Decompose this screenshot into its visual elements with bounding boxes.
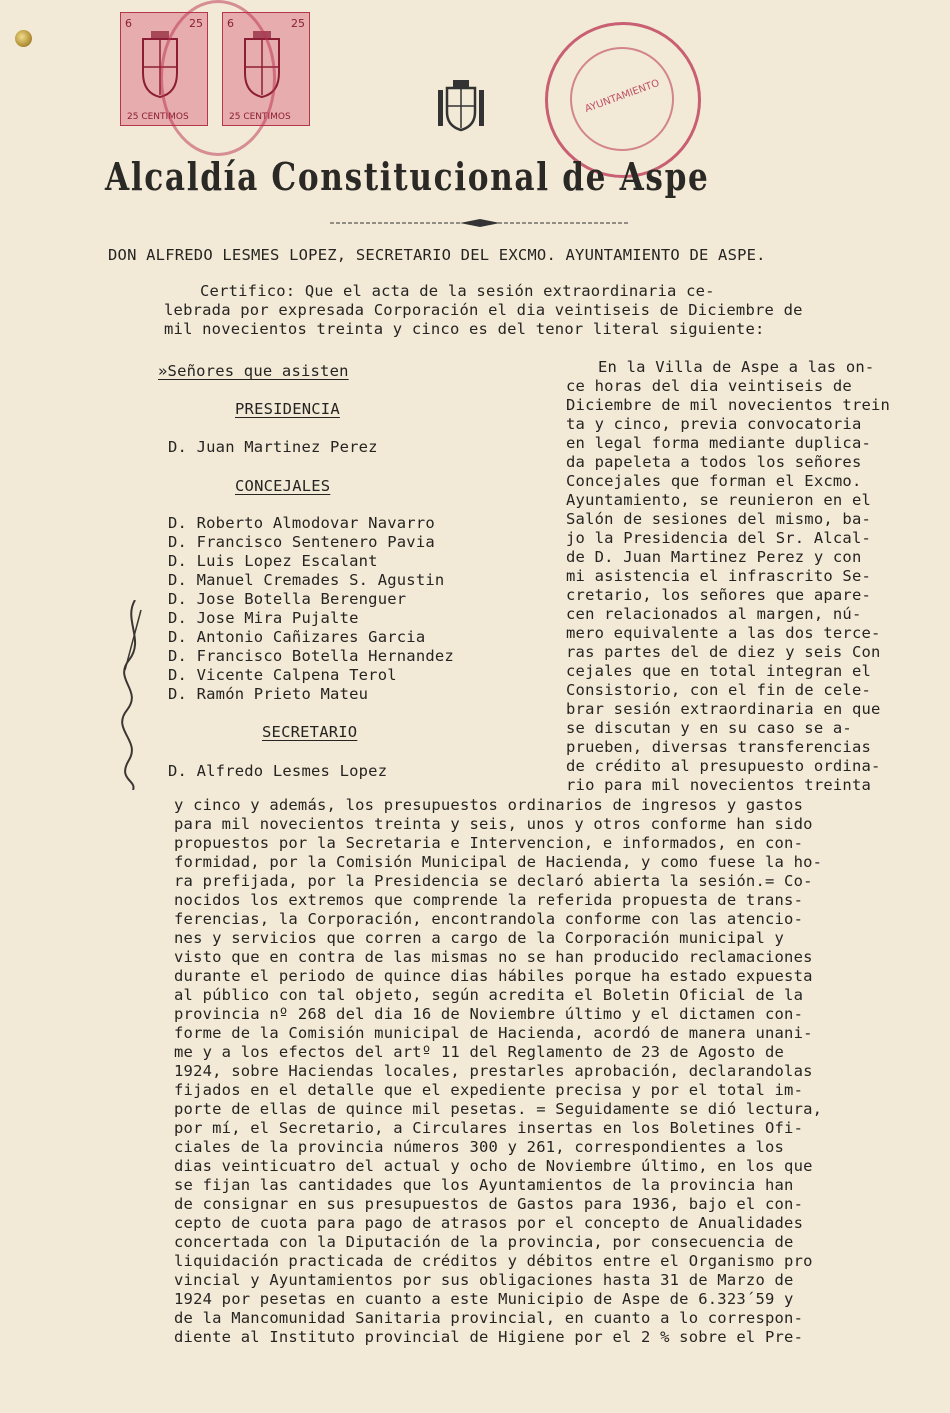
intro-line: lebrada por expresada Corporación el dia veintiseis de Diciembre de: [164, 301, 803, 319]
minutes-line: cretario, los señores que apare-: [566, 586, 872, 604]
minutes-line: de crédito al presupuesto ordina-: [566, 757, 881, 775]
body-line: y cinco y además, los presupuestos ordinarios de ingresos y gastos: [174, 796, 804, 814]
body-line: nocidos los extremos que comprende la referida propuesta de trans-: [174, 891, 804, 909]
body-line: visto que en contra de las mismas no se han producido reclamaciones: [174, 948, 813, 966]
intro-line: Certifico: Que el acta de la sesión extraordinaria ce-: [200, 282, 715, 300]
body-line: forme de la Comisión municipal de Hacienda, acordó de manera unani-: [174, 1024, 813, 1042]
body-line: me y a los efectos del artº 11 del Reglamento de 23 de Agosto de: [174, 1043, 785, 1061]
concejal-name: D. Antonio Cañizares Garcia: [168, 628, 426, 646]
body-line: propuestos por la Secretaria e Intervencion, e informados, en con-: [174, 834, 804, 852]
concejal-name: D. Jose Mira Pujalte: [168, 609, 359, 627]
crest-icon: [435, 78, 487, 132]
body-line: porte de ellas de quince mil pesetas. = Seguidamente se dió lectura,: [174, 1100, 823, 1118]
body-line: ra prefijada, por la Presidencia se declaró abierta la sesión.= Co-: [174, 872, 813, 890]
body-line: concertada con la Diputación de la provincia, por consecuencia de: [174, 1233, 794, 1251]
body-line: durante el periodo de quince dias hábiles porque ha estado expuesta: [174, 967, 813, 985]
minutes-line: mero equivalente a las dos terce-: [566, 624, 881, 642]
minutes-line: brar sesión extraordinaria en que: [566, 700, 881, 718]
concejales-heading: CONCEJALES: [235, 477, 331, 495]
body-line: cepto de cuota para pago de atrasos por el concepto de Anualidades: [174, 1214, 804, 1232]
minutes-line: cejales que en total integran el: [566, 662, 872, 680]
minutes-line: Ayuntamiento, se reunieron en el: [566, 491, 872, 509]
minutes-line: Salón de sesiones del mismo, ba-: [566, 510, 872, 528]
stamp-value-left: 6: [125, 17, 132, 30]
secretario-name: D. Alfredo Lesmes Lopez: [168, 762, 388, 780]
body-line: dias veinticuatro del actual y ocho de Noviembre último, en los que: [174, 1157, 813, 1175]
secretario-heading: SECRETARIO: [262, 723, 358, 741]
brass-pin: [15, 30, 32, 47]
concejal-name: D. Roberto Almodovar Navarro: [168, 514, 435, 532]
concejal-name: D. Manuel Cremades S. Agustin: [168, 571, 445, 589]
cancellation-seal: [160, 0, 276, 156]
minutes-line: de D. Juan Martinez Perez y con: [566, 548, 862, 566]
body-line: 1924, sobre Haciendas locales, prestarles aprobación, declarandolas: [174, 1062, 813, 1080]
body-line: por mí, el Secretario, a Circulares insertas en los Boletines Ofi-: [174, 1119, 804, 1137]
minutes-line: en legal forma mediante duplica-: [566, 434, 872, 452]
body-line: se fijan las cantidades que los Ayuntamientos de la provincia han: [174, 1176, 794, 1194]
concejal-name: D. Francisco Sentenero Pavia: [168, 533, 435, 551]
minutes-line: Consistorio, con el fin de cele-: [566, 681, 872, 699]
body-line: fijados en el detalle que el expediente precisa y por el total im-: [174, 1081, 804, 1099]
presidente-name: D. Juan Martinez Perez: [168, 438, 378, 456]
attendees-heading: »Señores que asisten: [158, 362, 349, 380]
header-line: DON ALFREDO LESMES LOPEZ, SECRETARIO DEL EXCMO. AYUNTAMIENTO DE ASPE.: [108, 246, 766, 264]
body-line: vincial y Ayuntamientos por sus obligaciones hasta 31 de Marzo de: [174, 1271, 794, 1289]
stamp-label: 25 CENTIMOS: [229, 112, 291, 122]
body-line: diente al Instituto provincial de Higiene por el 2 % sobre el Pre-: [174, 1328, 804, 1346]
presidencia-heading: PRESIDENCIA: [235, 400, 340, 418]
body-line: liquidación practicada de créditos y débitos entre el Organismo pro: [174, 1252, 813, 1270]
body-line: nes y servicios que corren a cargo de la Corporación municipal y: [174, 929, 785, 947]
body-line: provincia nº 268 del dia 16 de Noviembre último y el dictamen con-: [174, 1005, 804, 1023]
minutes-line: Diciembre de mil novecientos trein: [566, 396, 891, 414]
minutes-line: prueben, diversas transferencias: [566, 738, 872, 756]
minutes-line: jo la Presidencia del Sr. Alcal-: [566, 529, 872, 547]
body-line: de consignar en sus presupuestos de Gastos para 1936, bajo el con-: [174, 1195, 804, 1213]
concejal-name: D. Vicente Calpena Terol: [168, 666, 397, 684]
intro-line: mil novecientos treinta y cinco es del tenor literal siguiente:: [164, 320, 765, 338]
body-line: al público con tal objeto, según acredita el Boletin Oficial de la: [174, 986, 804, 1004]
minutes-line: da papeleta a todos los señores: [566, 453, 862, 471]
concejal-name: D. Luis Lopez Escalant: [168, 552, 378, 570]
stamp-value-right: 25: [291, 17, 305, 30]
concejal-name: D. Jose Botella Berenguer: [168, 590, 407, 608]
stamp-label: 25 CENTIMOS: [127, 112, 189, 122]
minutes-line: mi asistencia el infrascrito Se-: [566, 567, 872, 585]
minutes-line: cen relacionados al margen, nú-: [566, 605, 862, 623]
minutes-line: En la Villa de Aspe a las on-: [598, 358, 875, 376]
letterhead-title: Alcaldía Constitucional de Aspe: [105, 154, 710, 199]
margin-signature-mark: [115, 600, 155, 790]
body-line: de la Mancomunidad Sanitaria provincial, en cuanto a lo correspon-: [174, 1309, 804, 1327]
minutes-line: ce horas del dia veintiseis de: [566, 377, 852, 395]
body-line: formidad, por la Comisión Municipal de Hacienda, y como fuese la ho-: [174, 853, 823, 871]
concejal-name: D. Francisco Botella Hernandez: [168, 647, 454, 665]
body-line: ferencias, la Corporación, encontrandola conforme con las atencio-: [174, 910, 804, 928]
seal-text: AYUNTAMIENTO: [583, 77, 662, 116]
ornamental-rule: [330, 219, 630, 227]
body-line: ciales de la provincia números 300 y 261, correspondientes a los: [174, 1138, 785, 1156]
minutes-line: se discutan y en su caso se a-: [566, 719, 852, 737]
minutes-line: rio para mil novecientos treinta: [566, 776, 872, 794]
body-line: 1924 por pesetas en cuanto a este Municipio de Aspe de 6.323´59 y: [174, 1290, 794, 1308]
minutes-line: ta y cinco, previa convocatoria: [566, 415, 862, 433]
minutes-line: ras partes del de diez y seis Con: [566, 643, 881, 661]
body-line: para mil novecientos treinta y seis, unos y otros conforme han sido: [174, 815, 813, 833]
stamp-value-left: 6: [227, 17, 234, 30]
concejal-name: D. Ramón Prieto Mateu: [168, 685, 369, 703]
minutes-line: Concejales que forman el Excmo.: [566, 472, 862, 490]
stamp-value-right: 25: [189, 17, 203, 30]
